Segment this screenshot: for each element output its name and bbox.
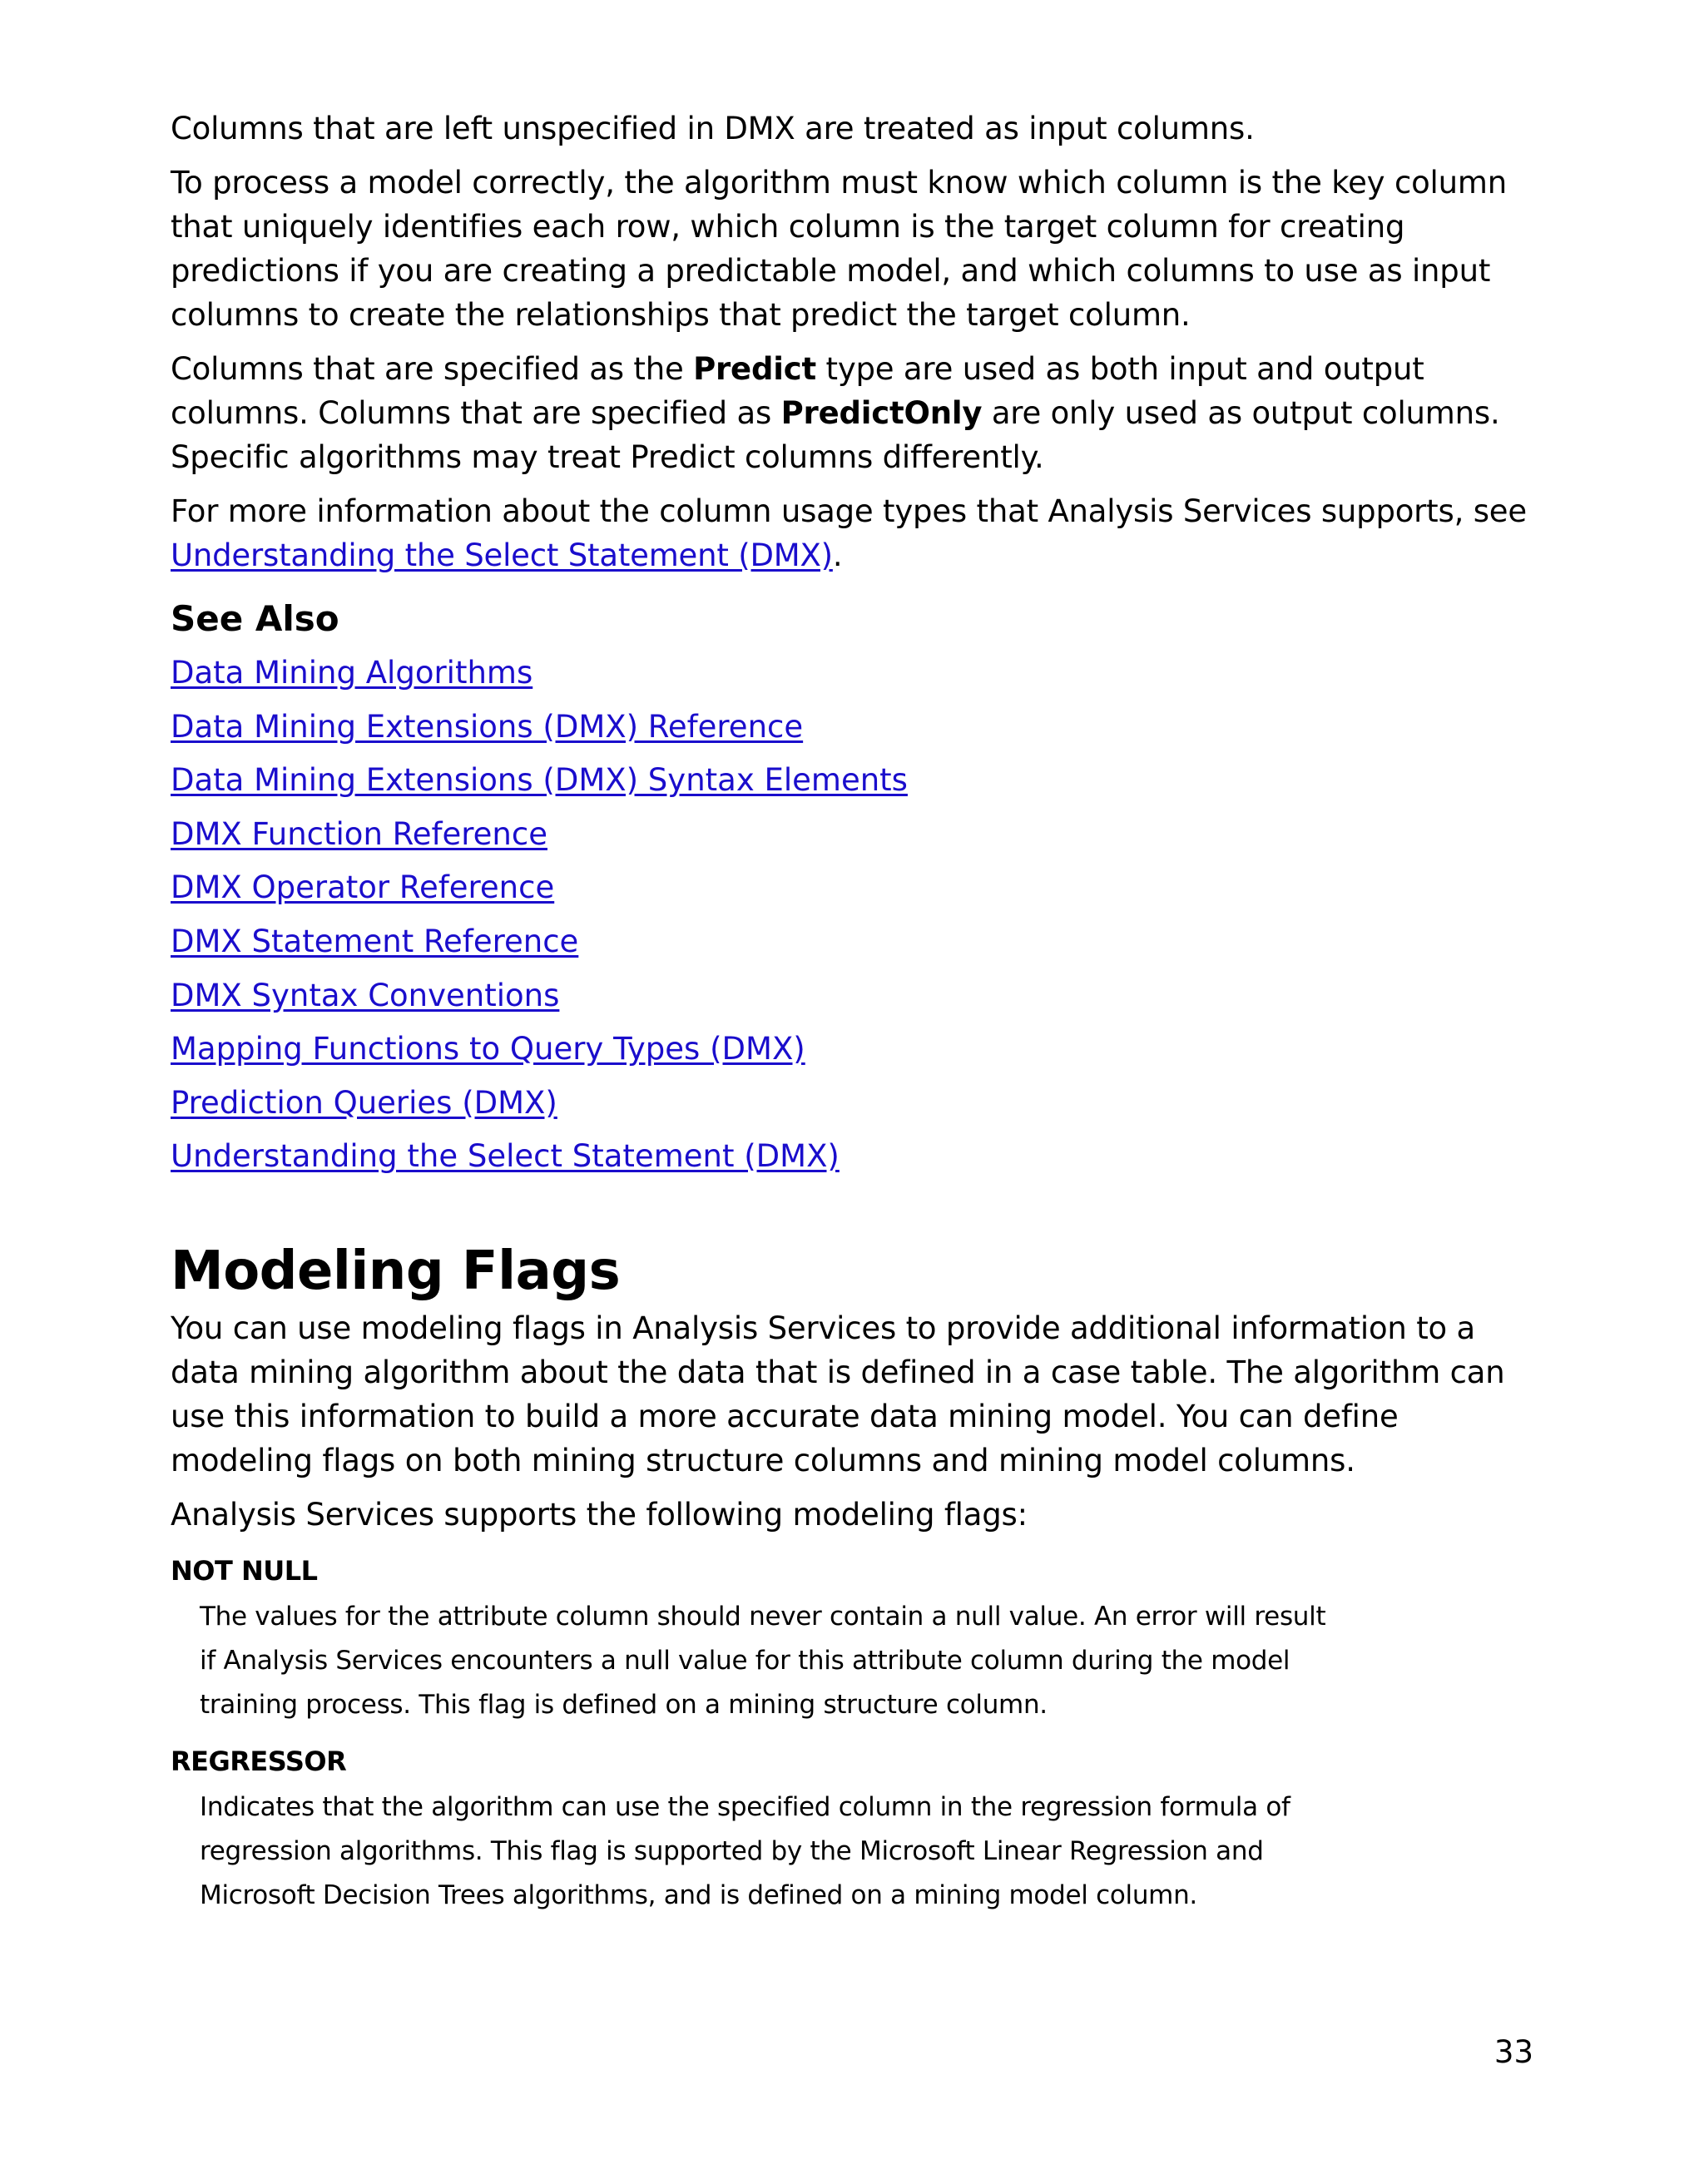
link-dmx-reference[interactable]: Data Mining Extensions (DMX) Reference — [171, 708, 804, 745]
paragraph-process-model: To process a model correctly, the algorithm must know which column is the key column that uniquely identifies each row, which column is the target column for creating predictions if you are creating a predictable model, and which columns to use as input columns to create the relationships that predict the target column. — [171, 165, 1507, 333]
list-item — [171, 1081, 1535, 1135]
predict-text-2: type are used as both input and output columns. Columns that are specified as — [171, 351, 1424, 431]
predict-bold-term: Predict — [693, 351, 816, 387]
list-item — [171, 705, 1535, 759]
flag-definition-regressor: Indicates that the algorithm can use the specified column in the regression formula of regression algorithms. This flag is supported by the Microsoft Linear Regression and Microsoft Decision Trees algorithms, and is defined on a mining model column. — [200, 1791, 1290, 1910]
link-understanding-select[interactable]: Understanding the Select Statement (DMX) — [171, 1138, 840, 1175]
see-also-list — [171, 651, 1535, 1188]
predictonly-bold-term: PredictOnly — [780, 395, 983, 431]
list-item — [171, 1027, 1535, 1081]
predict-text-1: Columns that are specified as the — [171, 351, 694, 387]
more-info-text: For more information about the column usage types that Analysis Services supports, see — [171, 493, 1527, 529]
flag-definition-not-null: The values for the attribute column should never contain a null value. An error will result if Analysis Services encounters a null value for this attribute column during the model training process. This flag is defined on a mining structure column. — [200, 1601, 1326, 1720]
link-understanding-select-inline[interactable]: Understanding the Select Statement (DMX) — [171, 537, 833, 573]
link-dmx-operator-reference[interactable]: DMX Operator Reference — [171, 869, 555, 906]
link-dmx-syntax-conventions[interactable]: DMX Syntax Conventions — [171, 977, 560, 1013]
list-item — [171, 973, 1535, 1028]
list-item — [171, 865, 1535, 919]
list-item — [171, 651, 1535, 705]
link-data-mining-algorithms[interactable]: Data Mining Algorithms — [171, 655, 533, 691]
paragraph-unspecified-columns: Columns that are left unspecified in DMX are treated as input columns. — [171, 111, 1255, 146]
page-number: 33 — [1493, 2034, 1533, 2070]
link-dmx-syntax-elements[interactable]: Data Mining Extensions (DMX) Syntax Elements — [171, 762, 908, 799]
flag-term-not-null: NOT NULL — [171, 1554, 318, 1587]
list-item — [171, 758, 1535, 812]
section-lead: Analysis Services supports the following modeling flags: — [171, 1496, 1028, 1533]
link-mapping-functions[interactable]: Mapping Functions to Query Types (DMX) — [171, 1031, 805, 1067]
predict-text-3: are only used as output columns. Specific algorithms may treat Predict columns differently. — [171, 395, 1500, 475]
paragraph-more-info — [171, 489, 1535, 577]
link-prediction-queries[interactable]: Prediction Queries (DMX) — [171, 1084, 557, 1121]
link-dmx-statement-reference[interactable]: DMX Statement Reference — [171, 923, 579, 959]
list-item — [171, 1134, 1535, 1188]
list-item — [171, 812, 1535, 866]
link-dmx-function-reference[interactable]: DMX Function Reference — [171, 815, 547, 852]
section-title: Modeling Flags — [171, 1240, 621, 1302]
see-also-heading: See Also — [171, 598, 339, 639]
page-content — [171, 106, 1535, 1929]
section-intro: You can use modeling flags in Analysis Services to provide additional information to a data mining algorithm about the data that is defined in a case table. The algorithm can use this information to build a more accurate data mining model. You can define modeling flags on both mining structure columns and mining model columns. — [171, 1310, 1505, 1478]
more-info-period: . — [832, 537, 843, 573]
paragraph-predict-columns — [171, 347, 1535, 479]
flag-term-regressor: REGRESSOR — [171, 1745, 347, 1777]
list-item — [171, 919, 1535, 973]
